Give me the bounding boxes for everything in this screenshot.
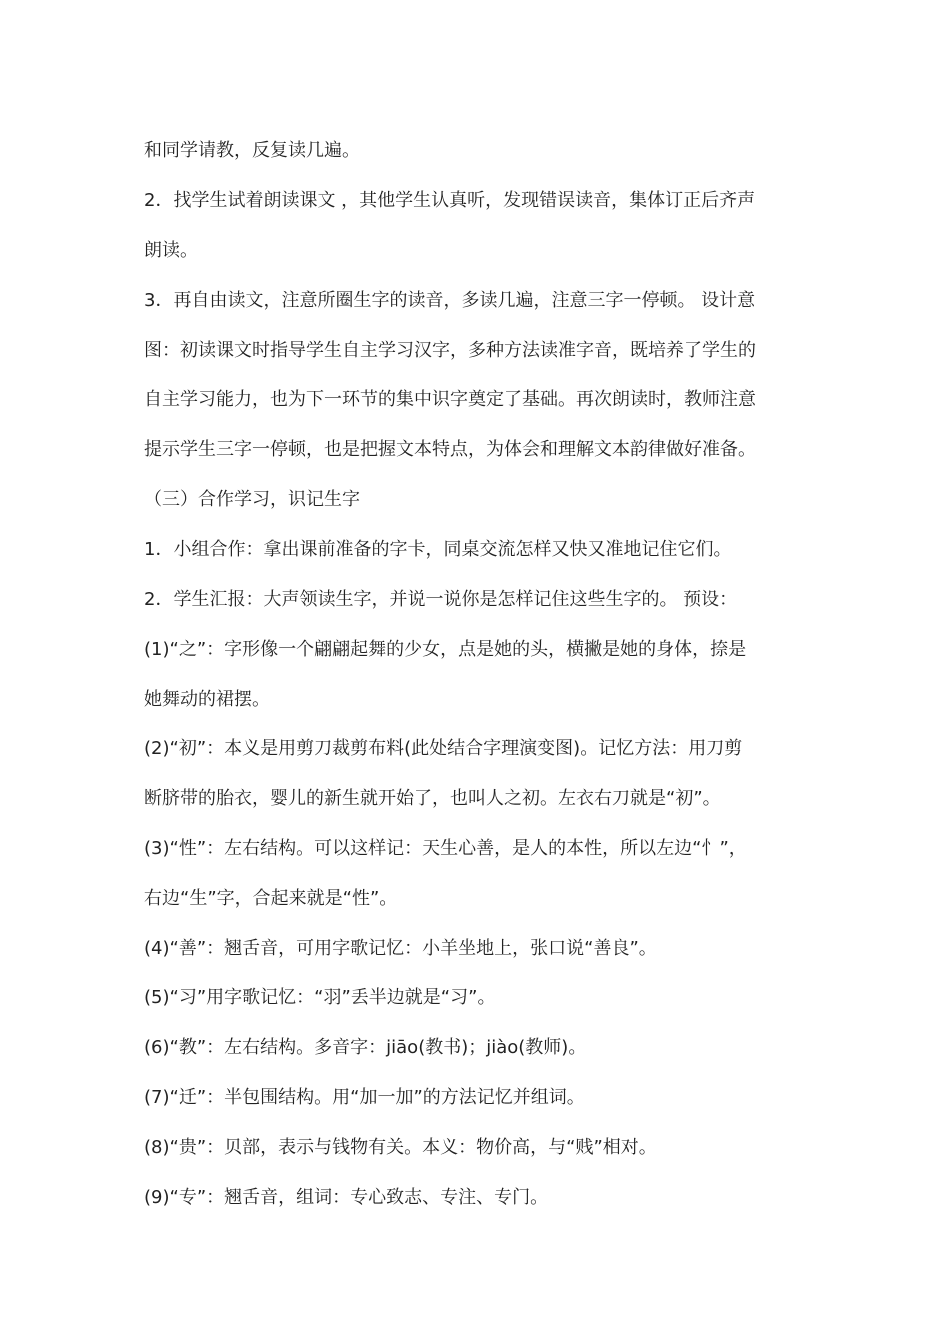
paragraph-line: 和同学请教，反复读几遍。	[144, 140, 360, 161]
paragraph-line: 自主学习能力，也为下一环节的集中识字奠定了基础。再次朗读时，教师注意	[144, 389, 756, 410]
paragraph-line: 2．学生汇报：大声领读生字，并说一说你是怎样记住这些生字的。 预设：	[144, 589, 738, 610]
paragraph-line: 2．找学生试着朗读课文 ，其他学生认真听，发现错误读音，集体订正后齐声	[144, 190, 756, 211]
paragraph-line: (3)“性”：左右结构。可以这样记：天生心善，是人的本性，所以左边“忄”，	[144, 838, 747, 859]
paragraph-line: (4)“善”：翘舌音，可用字歌记忆：小羊坐地上，张口说“善良”。	[144, 938, 657, 959]
paragraph-line: (6)“教”：左右结构。多音字：jiāo(教书)；jiào(教师)。	[144, 1037, 587, 1058]
paragraph-line: 1．小组合作：拿出课前准备的字卡，同桌交流怎样又快又准地记住它们。	[144, 539, 732, 560]
paragraph-line: (7)“迁”：半包围结构。用“加一加”的方法记忆并组词。	[144, 1087, 585, 1108]
paragraph-line: 断脐带的胎衣，婴儿的新生就开始了，也叫人之初。左衣右刀就是“初”。	[144, 788, 721, 809]
paragraph-line: (9)“专”：翘舌音，组词：专心致志、专注、专门。	[144, 1187, 549, 1208]
paragraph-line: 提示学生三字一停顿，也是把握文本特点，为体会和理解文本韵律做好准备。	[144, 439, 756, 460]
paragraph-line: (8)“贵”：贝部，表示与钱物有关。本义：物价高，与“贱”相对。	[144, 1137, 657, 1158]
paragraph-line: 右边“生”字，合起来就是“性”。	[144, 888, 398, 909]
paragraph-line: (5)“习”用字歌记忆：“羽”丢半边就是“习”。	[144, 987, 496, 1008]
paragraph-line: 她舞动的裙摆。	[144, 689, 270, 710]
paragraph-line: 图：初读课文时指导学生自主学习汉字，多种方法读准字音，既培养了学生的	[144, 340, 756, 361]
paragraph-line: 朗读。	[144, 240, 198, 261]
paragraph-line: (2)“初”：本义是用剪刀裁剪布料(此处结合字理演变图)。记忆方法：用刀剪	[144, 738, 743, 759]
paragraph-line: (1)“之”：字形像一个翩翩起舞的少女，点是她的头，横撇是她的身体，捺是	[144, 639, 747, 660]
paragraph-line: 3．再自由读文，注意所圈生字的读音，多读几遍，注意三字一停顿。 设计意	[144, 290, 756, 311]
section-heading: （三）合作学习，识记生字	[144, 489, 360, 510]
